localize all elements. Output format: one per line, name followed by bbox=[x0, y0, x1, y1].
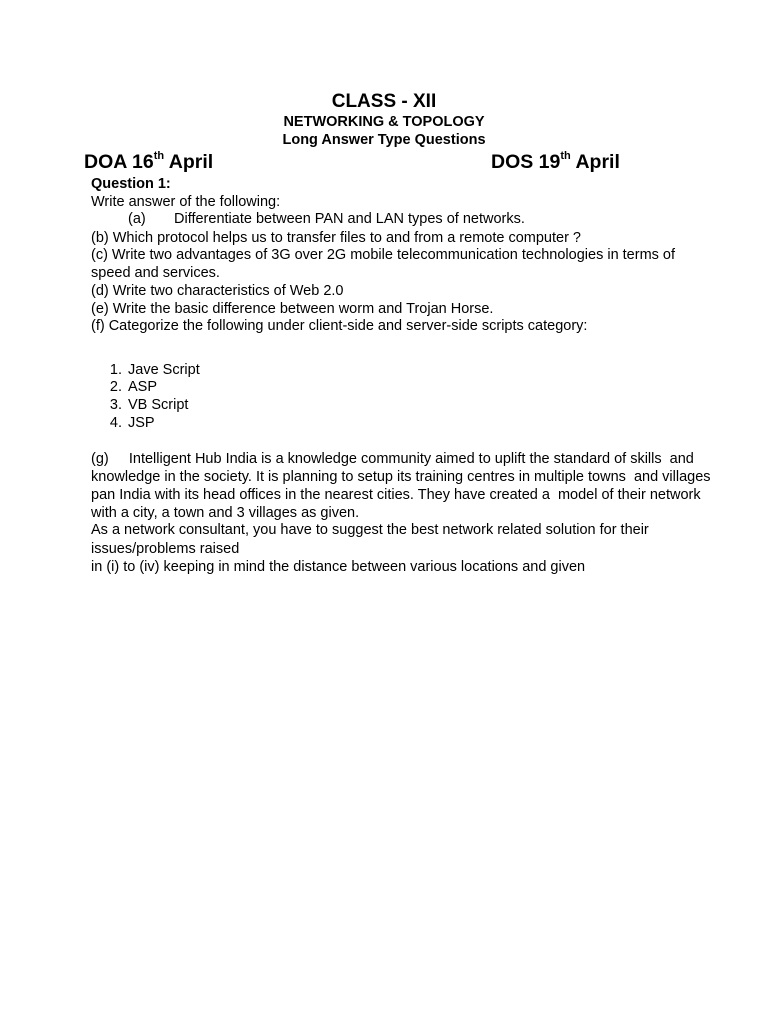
question-part-f: (f) Categorize the following under client-side and server-side scripts category: bbox=[91, 318, 588, 334]
question-part-e: (e) Write the basic difference between worm and Trojan Horse. bbox=[91, 301, 494, 317]
page-subtitle-question-type: Long Answer Type Questions bbox=[282, 132, 486, 148]
question-part-b: (b) Which protocol helps us to transfer files to and from a remote computer ? bbox=[91, 230, 581, 246]
question-part-g-line1: (g) Intelligent Hub India is a knowledge community aimed to uplift the standard of skills and bbox=[91, 451, 694, 467]
part-a-label: (a) bbox=[128, 211, 146, 227]
part-a-text: Differentiate between PAN and LAN types of networks. bbox=[174, 211, 525, 227]
list-item-number: 3. bbox=[109, 397, 122, 413]
question-part-g-line3: pan India with its head offices in the nearest cities. They have created a model of their network bbox=[91, 487, 701, 503]
question-part-g-line6: issues/problems raised bbox=[91, 541, 240, 557]
date-of-assignment bbox=[84, 151, 213, 174]
doa-prefix: DOA 16 bbox=[84, 151, 154, 173]
question-heading: Question 1: bbox=[91, 176, 171, 192]
doa-suffix: April bbox=[164, 151, 214, 173]
list-item-text: ASP bbox=[128, 379, 158, 395]
dos-superscript: th bbox=[560, 150, 571, 162]
question-part-d: (d) Write two characteristics of Web 2.0 bbox=[91, 283, 344, 299]
list-item-text: Jave Script bbox=[128, 362, 200, 378]
question-part-c-line2: speed and services. bbox=[91, 265, 220, 281]
question-part-g-line7: in (i) to (iv) keeping in mind the distance between various locations and given bbox=[91, 559, 586, 575]
dos-prefix: DOS 19 bbox=[491, 151, 561, 173]
list-item-number: 1. bbox=[109, 362, 122, 378]
list-item-number: 2. bbox=[109, 379, 122, 395]
list-item-text: VB Script bbox=[128, 397, 189, 413]
page-title: CLASS - XII bbox=[331, 91, 437, 112]
doa-superscript: th bbox=[153, 150, 165, 162]
date-of-submission bbox=[491, 151, 620, 174]
page-subtitle: NETWORKING & TOPOLOGY bbox=[283, 114, 485, 130]
question-part-c-line1: (c) Write two advantages of 3G over 2G mobile telecommunication technologies in terms of bbox=[91, 247, 676, 263]
question-part-g-line5: As a network consultant, you have to suggest the best network related solution for their bbox=[91, 522, 649, 538]
question-part-g-line2: knowledge in the society. It is planning to setup its training centres in multiple towns and villages bbox=[91, 469, 711, 485]
list-item-text: JSP bbox=[128, 415, 155, 431]
question-intro: Write answer of the following: bbox=[91, 194, 281, 210]
dos-suffix: April bbox=[570, 151, 620, 173]
list-item-number: 4. bbox=[109, 415, 122, 431]
question-part-g-line4: with a city, a town and 3 villages as given. bbox=[91, 505, 360, 521]
